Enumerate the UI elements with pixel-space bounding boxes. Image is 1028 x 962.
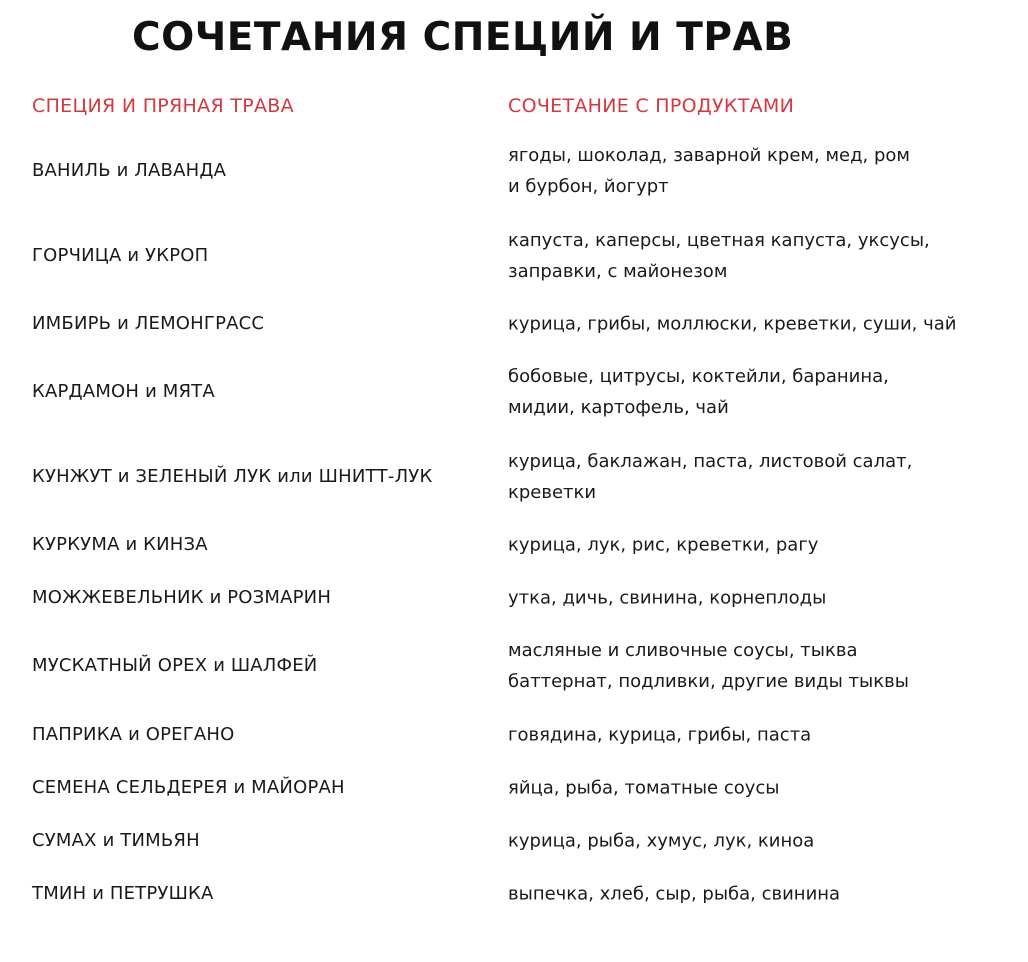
spice-name-b: ОРЕГАНО [145,724,235,745]
conjunction: и [145,381,157,402]
spice-cell [32,654,317,678]
pairing-line: масляные и сливочные соусы, тыква [508,640,858,661]
pairing-line: заправки, с майонезом [508,261,728,282]
spice-name-a: КАРДАМОН [32,381,140,402]
spice-name-b: ШАЛФЕЙ [230,655,318,676]
column-header-pairing: СОЧЕТАНИЕ С ПРОДУКТАМИ [508,95,795,117]
spice-cell [32,776,345,800]
spice-name-a: ВАНИЛЬ [32,160,111,181]
spice-cell [32,465,432,489]
table-row [0,821,1028,861]
spice-cell [32,723,235,747]
spice-cell [32,312,264,336]
spice-name-a: СЕМЕНА СЕЛЬДЕРЕЯ [32,777,228,798]
table-row [0,304,1028,344]
spice-cell [32,380,215,404]
spice-name-a: ИМБИРЬ [32,313,112,334]
spice-name-a: ПАПРИКА [32,724,123,745]
column-header-spice: СПЕЦИЯ И ПРЯНАЯ ТРАВА [32,95,294,117]
spice-name-b: МАЙОРАН [251,777,345,798]
table-row [0,134,1028,208]
spice-cell [32,882,214,906]
table-row [0,874,1028,914]
pairing-line: баттернат, подливки, другие виды тыквы [508,671,909,692]
conjunction: и [102,830,115,851]
pairing-line: ягоды, шоколад, заварной крем, мед, ром [508,145,911,166]
spice-name-a: МОЖЖЕВЕЛЬНИК [32,587,204,608]
pairing-cell [508,446,988,508]
pairing-line: курица, лук, рис, креветки, рагу [508,534,819,556]
pairing-line: капуста, каперсы, цветная капуста, уксусы, [508,230,930,251]
pairing-line: утка, дичь, свинина, корнеплоды [508,587,827,609]
pairing-cell [508,225,988,287]
table-row [0,355,1028,429]
pairing-line: и бурбон, йогурт [508,176,669,197]
pairing-line: яйца, рыба, томатные соусы [508,777,780,799]
pairing-line: курица, грибы, моллюски, креветки, суши, чай [508,313,957,335]
table-row [0,525,1028,565]
conjunction: и [116,160,129,181]
table-row [0,715,1028,755]
pairing-cell [508,361,988,423]
table-row [0,440,1028,514]
spice-name-b: ТИМЬЯН [120,830,200,851]
spice-cell [32,159,226,183]
pairing-line: выпечка, хлеб, сыр, рыба, свинина [508,883,841,905]
spice-cell [32,244,208,268]
pairing-cell [508,140,988,202]
conjunction: и [213,655,225,676]
spice-name-a: ГОРЧИЦА [32,245,122,266]
conjunction: и [127,245,140,266]
page-title: СОЧЕТАНИЯ СПЕЦИЙ И ТРАВ [132,15,794,60]
pairing-line: мидии, картофель, чай [508,397,729,418]
pairing-cell [508,773,988,804]
table-row [0,629,1028,703]
spice-cell [32,829,200,853]
spice-cell [32,586,331,610]
conjunction: и [117,313,129,334]
spice-name-b: ЛАВАНДА [134,160,227,181]
conjunction: и [209,587,222,608]
pairing-line: курица, рыба, хумус, лук, киноа [508,830,815,852]
spice-name-b: ЛЕМОНГРАСС [134,313,265,334]
spice-name-a: ТМИН [32,883,87,904]
spice-name-b: ПЕТРУШКА [109,883,214,904]
pairing-line: бобовые, цитрусы, коктейли, баранина, [508,366,889,387]
pairing-line: говядина, курица, грибы, паста [508,724,812,746]
pairing-cell [508,583,988,614]
spice-name-b: УКРОП [145,245,209,266]
spice-name-a: МУСКАТНЫЙ ОРЕХ [32,655,208,676]
conjunction: и [117,466,130,487]
spice-name-b: РОЗМАРИН [227,587,332,608]
pairing-line: курица, баклажан, паста, листовой салат, [508,451,913,472]
pairing-cell [508,879,988,910]
conjunction: и [92,883,104,904]
spice-name-a: КУНЖУТ [32,466,112,487]
pairing-cell [508,826,988,857]
table-row [0,219,1028,293]
conjunction: и [128,724,140,745]
spice-name-b: ЗЕЛЕНЫЙ ЛУК или ШНИТТ-ЛУК [135,466,433,487]
conjunction: и [125,534,138,555]
spice-name-b: МЯТА [162,381,215,402]
conjunction: и [233,777,246,798]
pairing-cell [508,530,988,561]
pairing-cell [508,309,988,340]
pairing-cell [508,720,988,751]
spice-cell [32,533,208,557]
table-row [0,578,1028,618]
spice-name-b: КИНЗА [143,534,208,555]
spice-name-a: СУМАХ [32,830,97,851]
table-row [0,768,1028,808]
spice-name-a: КУРКУМА [32,534,120,555]
pairing-cell [508,635,988,697]
pairing-line: креветки [508,482,597,503]
